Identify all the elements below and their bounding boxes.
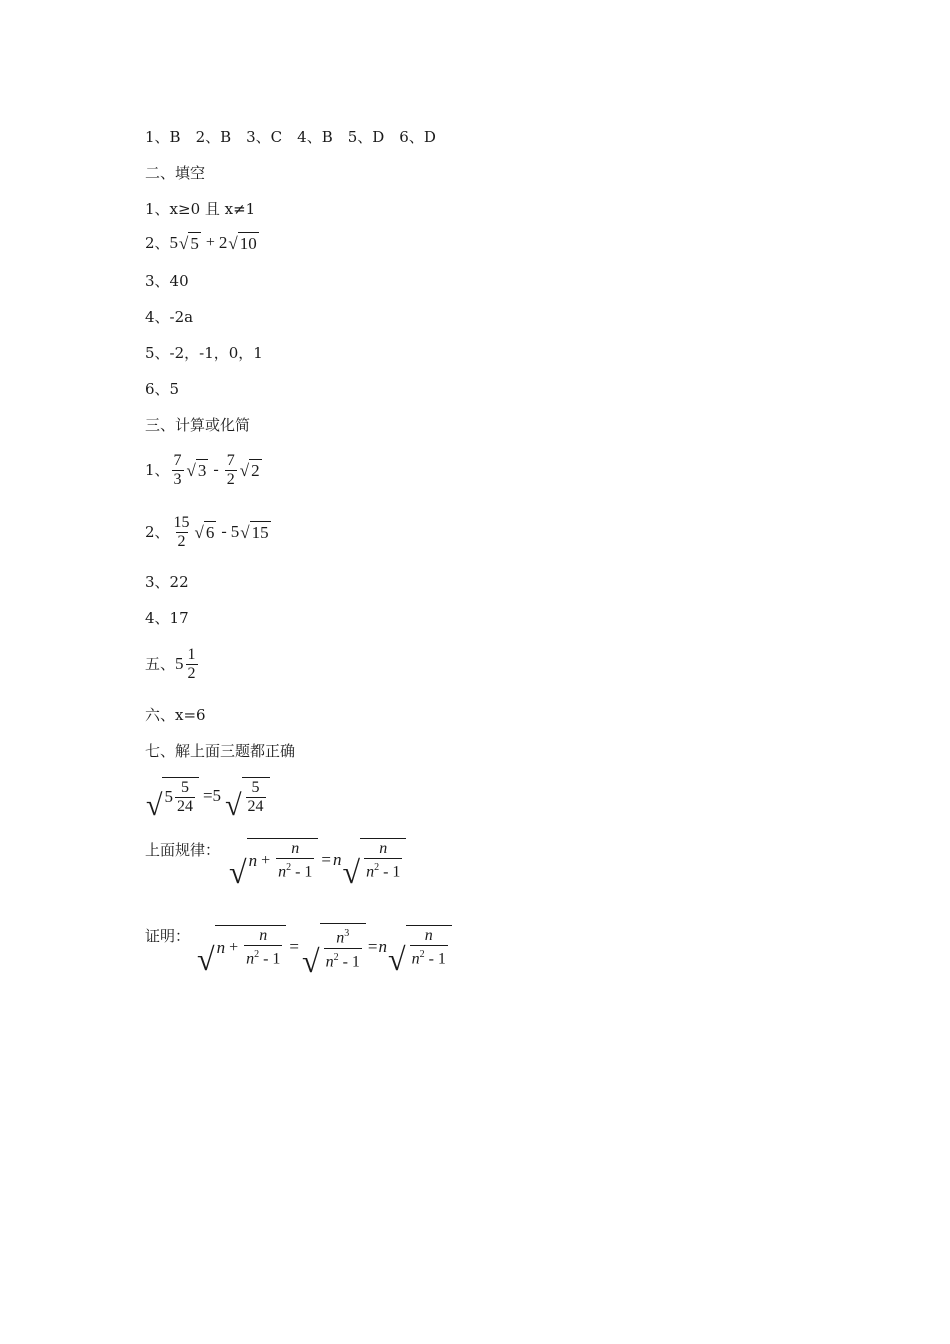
fraction <box>225 452 237 489</box>
radicand <box>247 838 319 881</box>
fraction <box>172 514 192 551</box>
radical-sign: √ <box>228 234 238 253</box>
radical <box>302 923 366 979</box>
radicand: 3 <box>197 461 207 480</box>
radicand: 2 <box>251 461 260 480</box>
radicand <box>162 777 199 816</box>
calc-answer-2 <box>145 512 272 552</box>
fill-answer-3 <box>145 271 189 291</box>
variable-n: n <box>336 929 345 947</box>
section-2-title <box>145 163 205 183</box>
radical <box>146 777 199 822</box>
coefficient: 5 <box>230 522 240 541</box>
section-7-title <box>145 741 295 761</box>
radicand: 5 <box>190 234 199 253</box>
equals-sign: = <box>289 937 300 956</box>
multiple-choice-answers <box>145 127 436 147</box>
radical-sign: √ <box>225 788 242 822</box>
equals-sign: = <box>321 850 332 869</box>
section-5-prefix: 五、 <box>145 655 176 673</box>
variable-n: n <box>378 937 387 956</box>
section-3-title <box>145 415 250 435</box>
section-7-title-text: 七、解上面三题都正确 <box>145 742 296 760</box>
mixed-whole: 5 <box>164 787 173 806</box>
radical <box>240 459 262 481</box>
radical-sign: √ <box>388 940 406 977</box>
rule-equation <box>228 836 407 890</box>
radical-sign: √ <box>194 523 204 542</box>
fill-3-text: 3、40 <box>145 272 189 290</box>
section-2-title-text: 二、填空 <box>145 164 206 182</box>
denominator: 24 <box>176 797 193 815</box>
plus-sign: + <box>261 851 271 869</box>
minus-one: - 1 <box>291 863 313 881</box>
minus-sign: - <box>221 523 227 540</box>
fraction <box>175 779 195 816</box>
denominator: 24 <box>247 797 264 815</box>
radical <box>197 925 286 977</box>
minus-sign: - <box>213 461 219 478</box>
radical-sign: √ <box>197 940 215 977</box>
radical <box>229 838 318 890</box>
fraction <box>364 840 402 881</box>
calc-2-prefix: 2、 <box>145 523 170 541</box>
numerator: n <box>424 927 433 945</box>
fill-5-text: 5、-2，-1，0，1 <box>145 344 263 362</box>
variable-n: n <box>325 952 334 970</box>
section-7-equation <box>145 773 271 822</box>
fraction <box>186 646 198 683</box>
calc-answer-1 <box>145 450 263 490</box>
variable-n: n <box>216 937 226 957</box>
calc-3-text: 3、22 <box>145 573 189 591</box>
numerator: 5 <box>180 778 189 796</box>
radical <box>187 459 209 481</box>
fill-4-text: 4、-2a <box>145 308 194 326</box>
denominator: 3 <box>173 470 182 488</box>
radical <box>179 232 201 254</box>
denominator <box>324 948 362 971</box>
fill-answer-5 <box>145 343 263 363</box>
numerator: 7 <box>226 451 235 469</box>
radical <box>228 232 258 254</box>
radical <box>240 521 270 543</box>
denominator: 2 <box>177 532 186 550</box>
radical-sign: √ <box>186 461 196 480</box>
fill-2-coef-b: 2 <box>218 233 228 252</box>
section-6-answer <box>145 705 206 725</box>
radicand <box>360 838 406 881</box>
mixed-whole: 5 <box>175 654 184 673</box>
variable-n: n <box>246 950 255 968</box>
calc-4-text: 4、17 <box>145 609 189 627</box>
radical-sign: √ <box>302 942 320 979</box>
fraction <box>276 840 314 881</box>
fill-2-coef-a: 5 <box>169 233 179 252</box>
exponent: 2 <box>254 949 260 961</box>
numerator: n <box>259 927 268 945</box>
section-5-answer <box>145 644 200 684</box>
variable-n: n <box>366 863 375 881</box>
denominator <box>364 858 402 881</box>
exponent: 2 <box>286 862 292 874</box>
denominator <box>244 945 282 968</box>
radical <box>195 521 217 543</box>
proof-label-line <box>145 926 190 946</box>
variable-n: n <box>411 950 420 968</box>
rule-label: 上面规律： <box>145 841 221 859</box>
denominator: 2 <box>187 664 196 682</box>
calc-answer-4 <box>145 608 189 628</box>
section-3-title-text: 三、计算或化简 <box>145 416 251 434</box>
denominator <box>410 945 448 968</box>
variable-n: n <box>333 850 342 869</box>
fill-1-text: 1、x≥0 且 x≠1 <box>145 200 256 218</box>
fraction <box>324 925 362 971</box>
radicand: 6 <box>205 523 215 542</box>
numerator: 1 <box>187 645 196 663</box>
calc-answer-3 <box>145 572 189 592</box>
radical-sign: √ <box>342 853 361 890</box>
denominator: 2 <box>226 470 235 488</box>
radical-sign: √ <box>239 461 250 480</box>
variable-n: n <box>248 850 258 870</box>
exponent: 2 <box>333 951 339 963</box>
fill-answer-1 <box>145 199 255 219</box>
fill-2-prefix: 2、 <box>145 234 170 252</box>
numerator: 5 <box>251 778 260 796</box>
numerator: 15 <box>173 513 190 531</box>
plus-sign: + <box>229 938 239 956</box>
fill-answer-6 <box>145 379 179 399</box>
radicand: 15 <box>251 523 269 542</box>
proof-equation <box>196 922 453 979</box>
radical-sign: √ <box>179 234 189 253</box>
radicand <box>215 925 287 968</box>
numerator: n <box>291 840 300 858</box>
radical <box>225 777 269 822</box>
calc-1-prefix: 1、 <box>145 461 170 479</box>
radical-sign: √ <box>240 523 250 542</box>
radical <box>342 838 407 890</box>
radical <box>388 925 452 977</box>
minus-one: - 1 <box>379 863 401 881</box>
denominator <box>276 858 314 881</box>
fill-answer-4 <box>145 307 193 327</box>
exponent: 3 <box>344 928 350 940</box>
equals-sign: = <box>367 937 378 956</box>
section-6-text: 六、x=6 <box>145 706 206 724</box>
exponent: 2 <box>374 862 380 874</box>
fraction <box>244 927 282 968</box>
proof-label: 证明： <box>145 927 191 945</box>
variable-n: n <box>278 863 287 881</box>
minus-one: - 1 <box>338 952 360 970</box>
fill-answer-2 <box>145 232 260 254</box>
rule-label-line <box>145 840 220 860</box>
radicand: 10 <box>239 234 257 253</box>
radical-sign: √ <box>229 853 247 890</box>
plus-sign: + <box>205 234 215 251</box>
fill-6-text: 6、5 <box>145 380 180 398</box>
numerator: 7 <box>173 451 182 469</box>
fraction <box>246 779 266 816</box>
mc-text: 1、B 2、B 3、C 4、B 5、D 6、D <box>145 128 436 146</box>
fraction <box>172 452 184 489</box>
radical-sign: √ <box>146 788 163 822</box>
radicand <box>320 923 366 971</box>
radicand <box>242 777 270 816</box>
minus-one: - 1 <box>424 950 446 968</box>
radicand <box>406 925 452 968</box>
numerator <box>334 925 351 947</box>
equals-coefficient: =5 <box>202 786 222 805</box>
numerator: n <box>379 840 388 858</box>
fraction <box>410 927 448 968</box>
exponent: 2 <box>419 949 425 961</box>
minus-one: - 1 <box>259 950 281 968</box>
